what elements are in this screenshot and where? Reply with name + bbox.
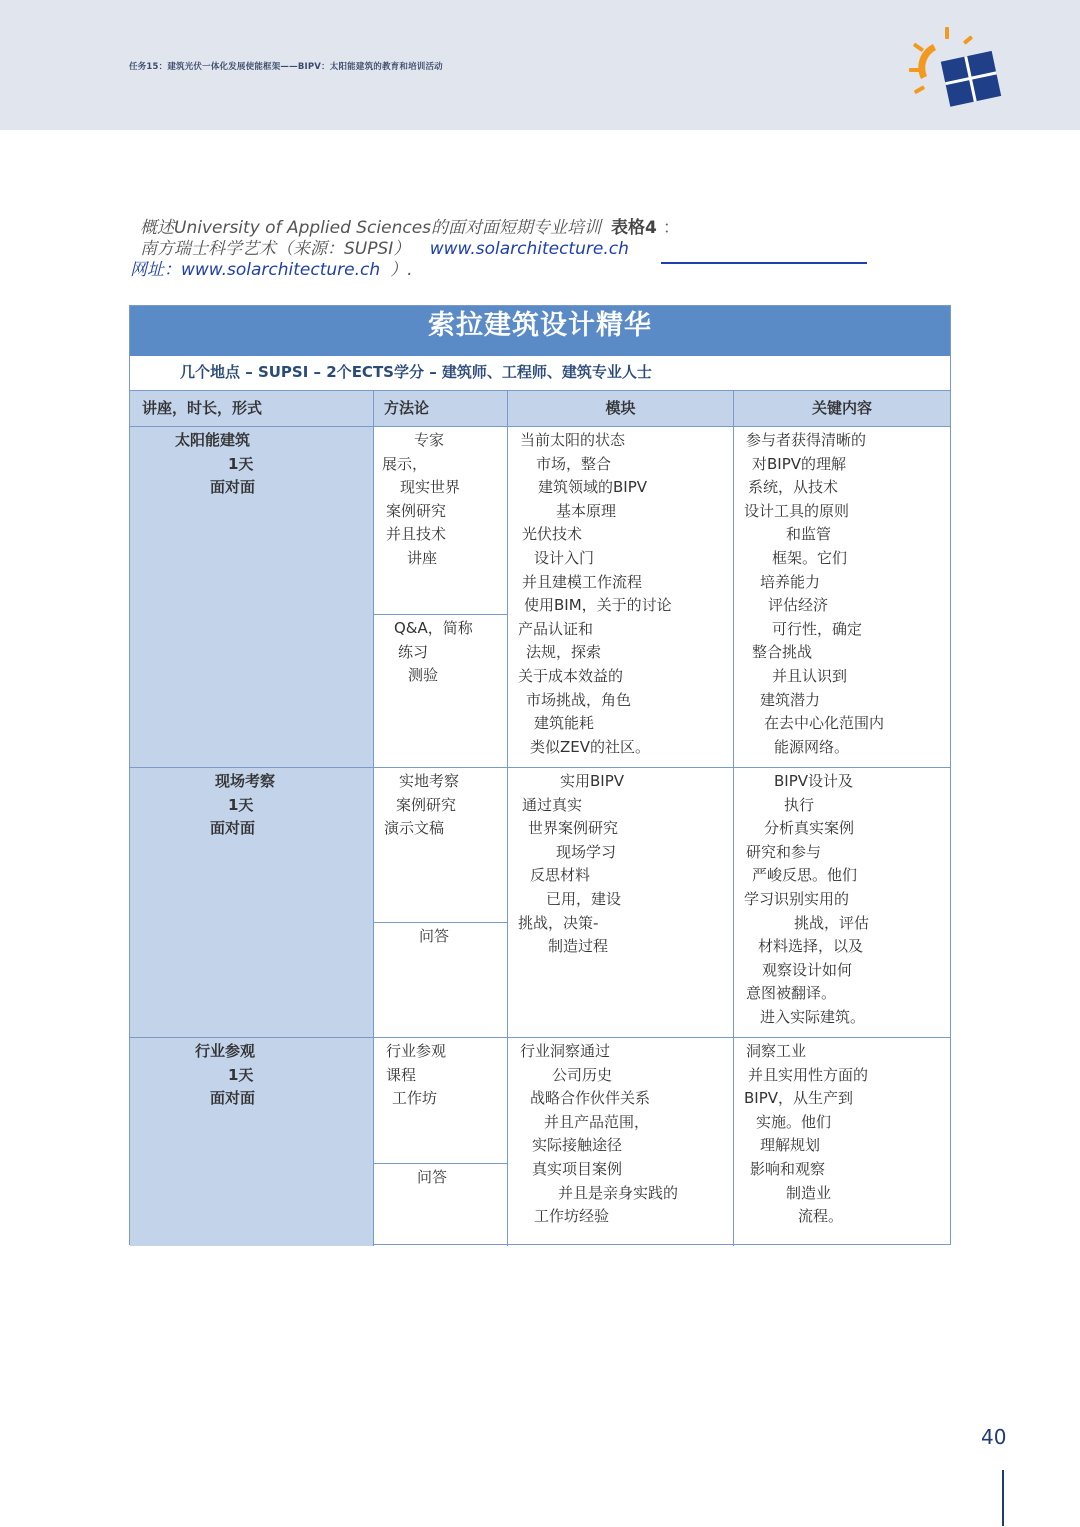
- module-line: 使用BIM，关于的讨论: [524, 596, 672, 615]
- content-line: 在去中心化范围内: [764, 714, 885, 733]
- lecture-line: 1天: [228, 454, 254, 473]
- lecture-line: 1天: [228, 1065, 254, 1084]
- module-line: 建筑能耗: [534, 714, 595, 733]
- method-qa: [374, 1164, 507, 1246]
- content-line: 分析真实案例: [764, 819, 855, 838]
- content-line: 系统，从技术: [748, 478, 839, 497]
- module-line: 已用，建设: [546, 889, 622, 908]
- module-line: 类似ZEV的社区。: [530, 737, 651, 756]
- method-main: [374, 768, 507, 923]
- lecture-cell: [130, 768, 374, 1037]
- module-line: 公司历史: [552, 1065, 613, 1084]
- content-line: 制造业: [786, 1183, 832, 1202]
- method-line: 展示，: [382, 454, 428, 473]
- module-cell: [508, 768, 734, 1037]
- module-line: 通过真实: [522, 795, 583, 814]
- method-qa-line: 问答: [419, 927, 450, 945]
- method-line: 案例研究: [396, 795, 457, 814]
- url-link[interactable]: www.solarchitecture.ch: [181, 260, 381, 280]
- method-main: [374, 1038, 507, 1164]
- module-line: 市场，整合: [536, 454, 612, 473]
- caption-text: 概述University of Applied Sciences的面对面短期专业培训: [140, 218, 602, 238]
- module-line: 实际接触途径: [532, 1136, 623, 1155]
- content-line: 设计工具的原则: [744, 501, 850, 520]
- method-line: 案例研究: [386, 501, 447, 520]
- content-line: 影响和观察: [750, 1159, 826, 1178]
- module-line: 制造过程: [548, 937, 609, 956]
- lecture-line: 行业参观: [195, 1042, 256, 1060]
- method-line: 工作坊: [392, 1089, 438, 1108]
- header-lecture: 讲座，时长，形式: [130, 391, 374, 426]
- content-line: 框架。它们: [772, 548, 848, 567]
- module-cell: [508, 1038, 734, 1246]
- header-content: 关键内容: [811, 399, 872, 417]
- module-line: 真实项目案例: [532, 1159, 623, 1178]
- module-cell: [508, 427, 734, 767]
- method-cell: [374, 427, 508, 767]
- content-cell: [734, 427, 950, 767]
- module-line: 市场挑战，角色: [526, 690, 632, 709]
- module-line: 并且产品范围，: [544, 1112, 650, 1131]
- content-line: 能源网络。: [774, 737, 850, 756]
- method-main: [374, 427, 507, 615]
- method-line: 讲座: [407, 548, 438, 567]
- module-line: 现场学习: [556, 842, 617, 861]
- content-line: 进入实际建筑。: [760, 1007, 866, 1026]
- module-line: 设计入门: [534, 548, 595, 567]
- content-line: 理解规划: [760, 1136, 821, 1155]
- module-line: 战略合作伙伴关系: [530, 1089, 651, 1108]
- caption-end: ）.: [390, 260, 413, 280]
- content-cell: [734, 768, 950, 1037]
- method-line: 实地考察: [399, 772, 460, 790]
- content-line: 执行: [784, 795, 815, 814]
- content-line: 意图被翻译。: [746, 984, 837, 1003]
- table-row: [130, 427, 950, 768]
- url-label: 网址：: [130, 260, 181, 280]
- content-line: 培养能力: [760, 572, 821, 591]
- module-line: 行业洞察通过: [520, 1042, 611, 1060]
- module-line: 反思材料: [530, 866, 591, 885]
- header-method: 方法论: [374, 391, 508, 426]
- content-line: 观察设计如何: [762, 960, 853, 979]
- lecture-cell: [130, 1038, 374, 1246]
- table-header-row: [130, 391, 950, 427]
- lecture-line: 面对面: [210, 1089, 256, 1108]
- module-line: 光伏技术: [522, 525, 583, 544]
- training-table: [129, 305, 951, 1245]
- content-line: 研究和参与: [746, 842, 822, 861]
- table-row: [130, 768, 950, 1038]
- source-link[interactable]: www.solarchitecture.ch: [429, 239, 629, 259]
- module-line: 当前太阳的状态: [520, 431, 626, 449]
- module-line: 并且建模工作流程: [522, 572, 643, 591]
- method-qa-line: 测验: [408, 666, 439, 685]
- content-line: 并且认识到: [772, 666, 848, 685]
- table-title: 索拉建筑设计精华: [130, 306, 950, 356]
- running-header: 任务15：建筑光伏一体化发展使能框架——BIPV：太阳能建筑的教育和培训活动: [129, 62, 443, 72]
- link-underline: [661, 262, 867, 264]
- content-line: 材料选择，以及: [758, 937, 864, 956]
- module-line: 世界案例研究: [528, 819, 619, 838]
- caption-line-1: [130, 218, 890, 239]
- content-line: 并且实用性方面的: [748, 1065, 869, 1084]
- content-line: 整合挑战: [752, 643, 813, 662]
- method-qa: [374, 923, 507, 1037]
- module-line: 产品认证和: [518, 619, 594, 638]
- table-body: [130, 427, 950, 1246]
- lecture-line: 面对面: [210, 478, 256, 497]
- caption-line-2: [130, 239, 890, 260]
- content-line: 参与者获得清晰的: [746, 431, 867, 449]
- content-cell: [734, 1038, 950, 1246]
- content-line: 挑战，评估: [794, 913, 870, 932]
- lecture-cell: [130, 427, 374, 767]
- lecture-line: 1天: [228, 795, 254, 814]
- page-rule: [1002, 1470, 1004, 1526]
- table-caption: [130, 218, 890, 281]
- content-line: 流程。: [798, 1207, 844, 1226]
- caption-colon: ：: [662, 218, 680, 238]
- lecture-line: 太阳能建筑: [175, 431, 251, 449]
- module-line: 关于成本效益的: [518, 666, 624, 685]
- method-qa-line: 练习: [398, 642, 429, 661]
- content-line: 和监管: [786, 525, 832, 544]
- content-line: BIPV设计及: [774, 772, 854, 790]
- method-line: 课程: [386, 1065, 417, 1084]
- content-line: 严峻反思。他们: [752, 866, 858, 885]
- content-line: 建筑潜力: [760, 690, 821, 709]
- lecture-line: 现场考察: [215, 772, 276, 790]
- method-line: 演示文稿: [384, 819, 445, 838]
- content-line: 可行性，确定: [772, 619, 863, 638]
- content-line: 评估经济: [768, 596, 829, 615]
- lecture-line: 面对面: [210, 819, 256, 838]
- method-cell: [374, 1038, 508, 1246]
- module-line: 实用BIPV: [560, 772, 625, 790]
- method-cell: [374, 768, 508, 1037]
- module-line: 并且是亲身实践的: [558, 1183, 679, 1202]
- page-number: 40: [981, 1425, 1007, 1449]
- content-line: 洞察工业: [746, 1042, 807, 1060]
- table-label: 表格4: [611, 218, 657, 238]
- content-line: 学习识别实用的: [744, 889, 850, 908]
- table-subtitle: 几个地点 – SUPSI – 2个ECTS学分 – 建筑师、工程师、建筑专业人士: [130, 356, 950, 391]
- method-line: 专家: [414, 431, 445, 449]
- content-line: 实施。他们: [756, 1112, 832, 1131]
- module-line: 工作坊经验: [534, 1207, 610, 1226]
- table-row: [130, 1038, 950, 1246]
- method-line: 行业参观: [386, 1042, 447, 1060]
- method-qa-line: Q&A，简称: [394, 619, 473, 637]
- method-qa: [374, 615, 507, 767]
- caption-source: 南方瑞士科学艺术（来源：SUPSI）: [140, 239, 411, 259]
- content-line: BIPV，从生产到: [744, 1089, 854, 1108]
- method-line: 并且技术: [386, 525, 447, 544]
- method-qa-line: 问答: [417, 1168, 448, 1186]
- module-line: 挑战，决策-: [518, 913, 599, 932]
- content-line: 对BIPV的理解: [752, 454, 847, 473]
- module-line: 建筑领域的BIPV: [538, 478, 648, 497]
- method-line: 现实世界: [400, 478, 461, 497]
- header-module: 模块: [508, 391, 734, 426]
- solar-logo-icon: [905, 24, 1005, 112]
- module-line: 基本原理: [556, 501, 617, 520]
- module-line: 法规，探索: [526, 643, 602, 662]
